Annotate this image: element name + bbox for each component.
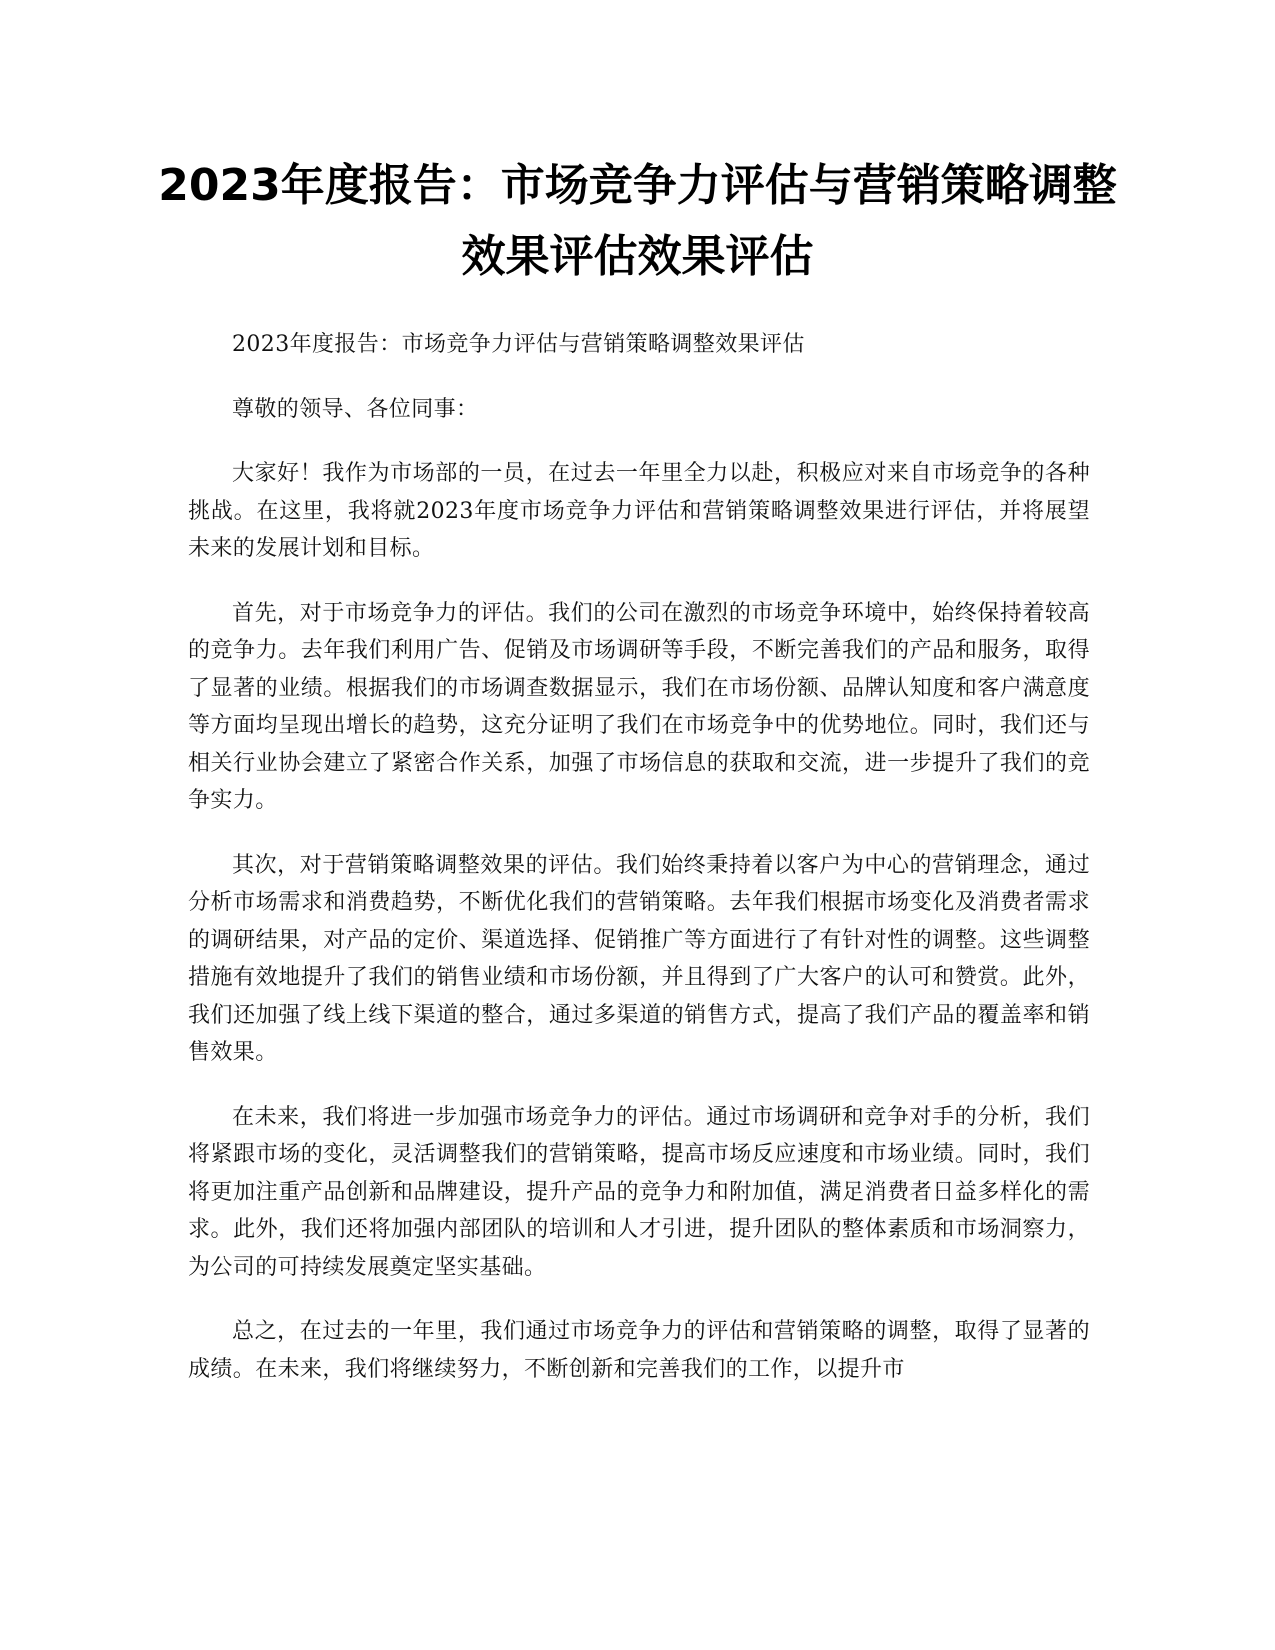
document-body — [188, 326, 1090, 1415]
paragraph-salutation: 尊敬的领导、各位同事： — [232, 396, 479, 422]
paragraph-introduction: 大家好！我作为市场部的一员，在过去一年里全力以赴，积极应对来自市场竞争的各种挑战。在这里，我将就2023年度市场竞争力评估和营销策略调整效果进行评估，并将展望未来的发展计划和目标。 — [188, 461, 1090, 561]
document-title: 2023年度报告：市场竞争力评估与营销策略调整效果评估效果评估 — [158, 160, 1117, 282]
paragraph-competitiveness-evaluation: 首先，对于市场竞争力的评估。我们的公司在激烈的市场竞争环境中，始终保持着较高的竞争力。去年我们利用广告、促销及市场调研等手段，不断完善我们的产品和服务，取得了显著的业绩。根据我们的市场调查数据显示，我们在市场份额、品牌认知度和客户满意度等方面均呈现出增长的趋势，这充分证明了我们在市场竞争中的优势地位。同时，我们还与相关行业协会建立了紧密合作关系，加强了市场信息的获取和交流，进一步提升了我们的竞争实力。 — [188, 600, 1090, 813]
paragraph-strategy-evaluation: 其次，对于营销策略调整效果的评估。我们始终秉持着以客户为中心的营销理念，通过分析市场需求和消费趋势，不断优化我们的营销策略。去年我们根据市场变化及消费者需求的调研结果，对产品的定价、渠道选择、促销推广等方面进行了有针对性的调整。这些调整措施有效地提升了我们的销售业绩和市场份额，并且得到了广大客户的认可和赞赏。此外，我们还加强了线上线下渠道的整合，通过多渠道的销售方式，提高了我们产品的覆盖率和销售效果。 — [188, 852, 1090, 1065]
paragraph-heading-line: 2023年度报告：市场竞争力评估与营销策略调整效果评估 — [232, 332, 805, 357]
paragraph-future-plans: 在未来，我们将进一步加强市场竞争力的评估。通过市场调研和竞争对手的分析，我们将紧跟市场的变化，灵活调整我们的营销策略，提高市场反应速度和市场业绩。同时，我们将更加注重产品创新和品牌建设，提升产品的竞争力和附加值，满足消费者日益多样化的需求。此外，我们还将加强内部团队的培训和人才引进，提升团队的整体素质和市场洞察力，为公司的可持续发展奠定坚实基础。 — [188, 1104, 1090, 1280]
paragraph-conclusion: 总之，在过去的一年里，我们通过市场竞争力的评估和营销策略的调整，取得了显著的成绩。在未来，我们将继续努力，不断创新和完善我们的工作，以提升市 — [188, 1319, 1090, 1382]
